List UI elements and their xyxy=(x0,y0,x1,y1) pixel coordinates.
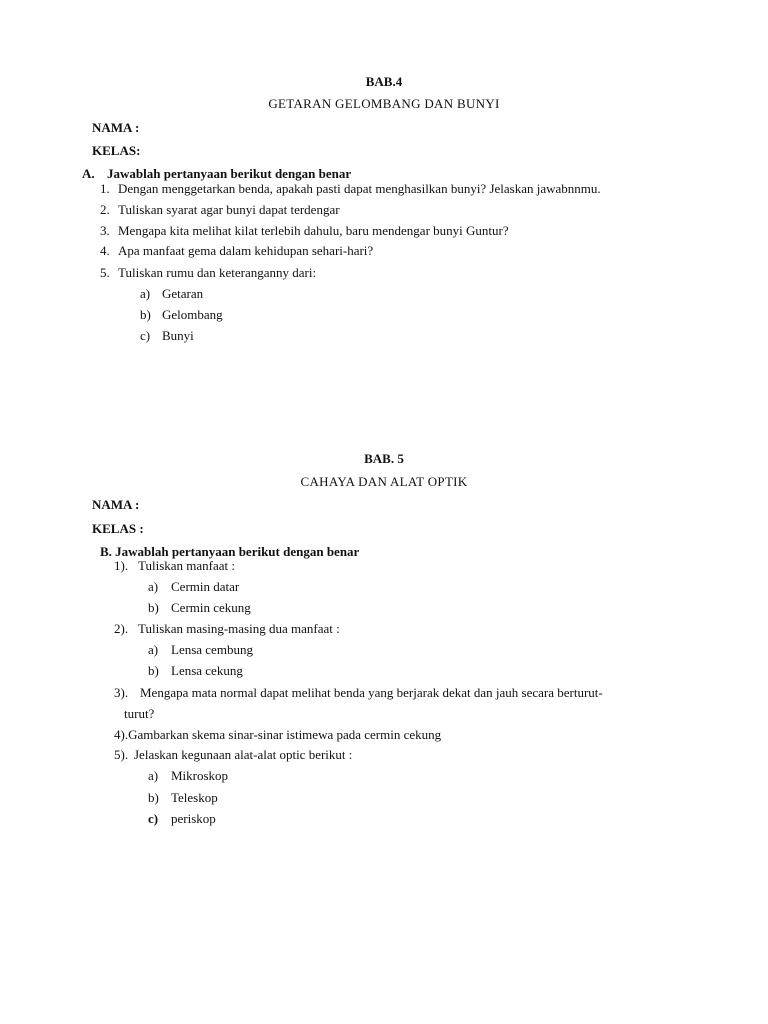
question-text: Jelaskan kegunaan alat-alat optic berikut : xyxy=(134,747,353,762)
sub-item xyxy=(148,600,251,616)
question-item xyxy=(114,747,352,763)
section-title: Jawablah pertanyaan berikut dengan benar xyxy=(107,166,352,181)
sub-item-marker: c) xyxy=(148,811,159,826)
question-item xyxy=(100,181,601,197)
sub-item-marker: b) xyxy=(148,790,159,805)
sub-item-text: Teleskop xyxy=(171,790,218,805)
kelas-label: KELAS : xyxy=(92,521,144,536)
question-number: 2. xyxy=(100,202,110,217)
question-text: Mengapa mata normal dapat melihat benda yang berjarak dekat dan jauh secara berturut- xyxy=(140,685,603,700)
question-item: 4).Gambarkan skema sinar-sinar istimewa pada cermin cekung xyxy=(114,727,442,742)
kelas-label: KELAS: xyxy=(92,143,141,158)
question-number: 1). xyxy=(114,558,129,573)
question-text: Tuliskan manfaat : xyxy=(138,558,236,573)
sub-item-text: Bunyi xyxy=(162,328,194,343)
question-item xyxy=(100,265,316,281)
question-text: Dengan menggetarkan benda, apakah pasti dapat menghasilkan bunyi? Jelaskan jawabnnmu. xyxy=(118,181,601,196)
sub-item xyxy=(148,642,253,658)
sub-item-text: Gelombang xyxy=(162,307,223,322)
sub-item-text: Lensa cembung xyxy=(171,642,253,657)
sub-item-marker: c) xyxy=(140,328,151,343)
chapter-heading: BAB. 5 xyxy=(364,451,404,466)
question-number: 3. xyxy=(100,223,110,238)
question-text: Tuliskan rumu dan keteranganny dari: xyxy=(118,265,317,280)
sub-item xyxy=(140,307,223,323)
sub-item xyxy=(148,663,243,679)
sub-item-text: Cermin cekung xyxy=(171,600,251,615)
sub-item xyxy=(140,286,203,302)
sub-item-marker: a) xyxy=(148,642,159,657)
section-heading xyxy=(82,166,351,182)
sub-item-text: Cermin datar xyxy=(171,579,240,594)
sub-item-marker: b) xyxy=(148,600,159,615)
question-text: Tuliskan masing-masing dua manfaat : xyxy=(138,621,340,636)
sub-item-marker: b) xyxy=(140,307,151,322)
question-continuation: turut? xyxy=(124,706,155,721)
sub-item xyxy=(140,328,194,344)
sub-item-text: periskop xyxy=(171,811,216,826)
sub-item-marker: a) xyxy=(140,286,151,301)
chapter-title: GETARAN GELOMBANG DAN BUNYI xyxy=(268,96,500,111)
question-item xyxy=(100,243,373,259)
sub-item xyxy=(148,768,228,784)
question-text: Apa manfaat gema dalam kehidupan sehari-hari? xyxy=(118,243,374,258)
sub-item-marker: a) xyxy=(148,768,159,783)
section-title: B. Jawablah pertanyaan berikut dengan benar xyxy=(100,544,360,559)
question-text: Mengapa kita melihat kilat terlebih dahulu, baru mendengar bunyi Guntur? xyxy=(118,223,509,238)
question-item xyxy=(100,202,340,218)
sub-item-text: Lensa cekung xyxy=(171,663,243,678)
question-item xyxy=(100,223,509,239)
nama-label: NAMA : xyxy=(92,120,140,135)
question-number: 2). xyxy=(114,621,129,636)
question-item xyxy=(114,621,340,637)
sub-item xyxy=(148,790,218,806)
sub-item-marker: b) xyxy=(148,663,159,678)
sub-item-text: Mikroskop xyxy=(171,768,229,783)
sub-item xyxy=(148,811,216,827)
question-number: 3). xyxy=(114,685,129,700)
sub-item xyxy=(148,579,239,595)
question-number: 5. xyxy=(100,265,110,280)
chapter-heading: BAB.4 xyxy=(365,74,403,89)
question-item xyxy=(114,685,603,701)
sub-item-text: Getaran xyxy=(162,286,204,301)
question-text: Tuliskan syarat agar bunyi dapat terdengar xyxy=(118,202,340,217)
section-marker: A. xyxy=(82,166,95,181)
sub-item-marker: a) xyxy=(148,579,159,594)
question-number: 1. xyxy=(100,181,110,196)
chapter-title: CAHAYA DAN ALAT OPTIK xyxy=(300,474,468,489)
nama-label: NAMA : xyxy=(92,497,140,512)
question-number: 5). xyxy=(114,747,129,762)
question-number: 4. xyxy=(100,243,110,258)
question-item xyxy=(114,558,235,574)
